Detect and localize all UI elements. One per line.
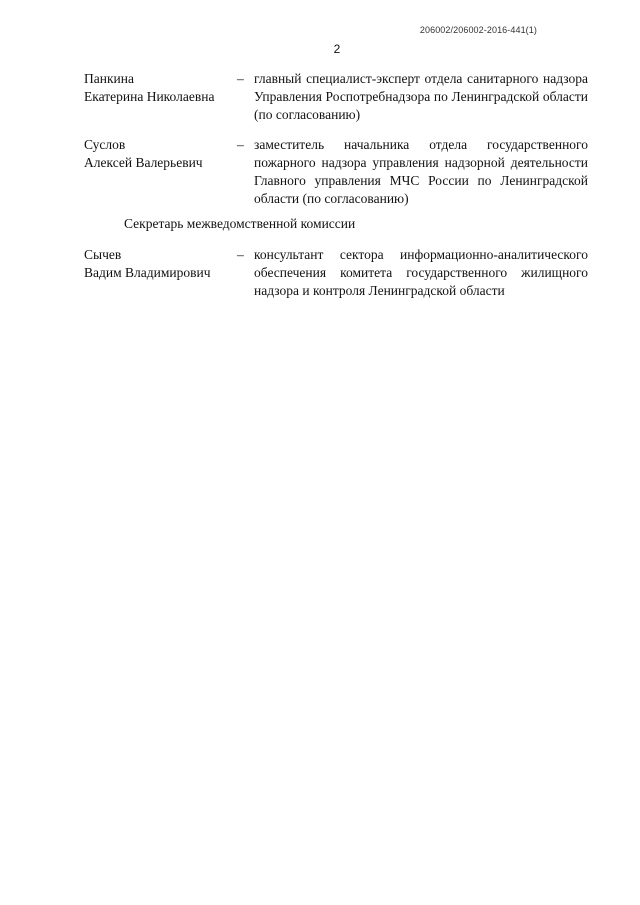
secretary-given-names: Вадим Владимирович xyxy=(84,265,211,280)
member-position: главный специалист-эксперт отдела санитарного надзора Управления Роспотребнадзора по Ленинградской области (по согласованию) xyxy=(254,71,588,122)
member-name xyxy=(84,70,234,106)
member-given-names: Алексей Валерьевич xyxy=(84,155,203,170)
secretary-name xyxy=(84,246,234,282)
dash-separator: – xyxy=(237,71,244,86)
member-surname: Панкина xyxy=(84,71,134,86)
page-number: 2 xyxy=(333,42,341,56)
member-given-names: Екатерина Николаевна xyxy=(84,89,215,104)
member-surname: Суслов xyxy=(84,137,126,152)
document-id: 206002/206002-2016-441(1) xyxy=(419,25,537,35)
dash-separator: – xyxy=(237,247,244,262)
secretary-surname: Сычев xyxy=(84,247,122,262)
dash-separator: – xyxy=(237,137,244,152)
member-name xyxy=(84,136,234,172)
secretary-heading: Секретарь межведомственной комиссии xyxy=(124,216,356,231)
member-position: заместитель начальника отдела государственного пожарного надзора управления надзорной деятельности Главного управления МЧС России по Ленинградской области (по согласованию) xyxy=(254,137,588,206)
secretary-position: консультант сектора информационно-аналитического обеспечения комитета государственного жилищного надзора и контроля Ленинградской области xyxy=(254,247,588,298)
